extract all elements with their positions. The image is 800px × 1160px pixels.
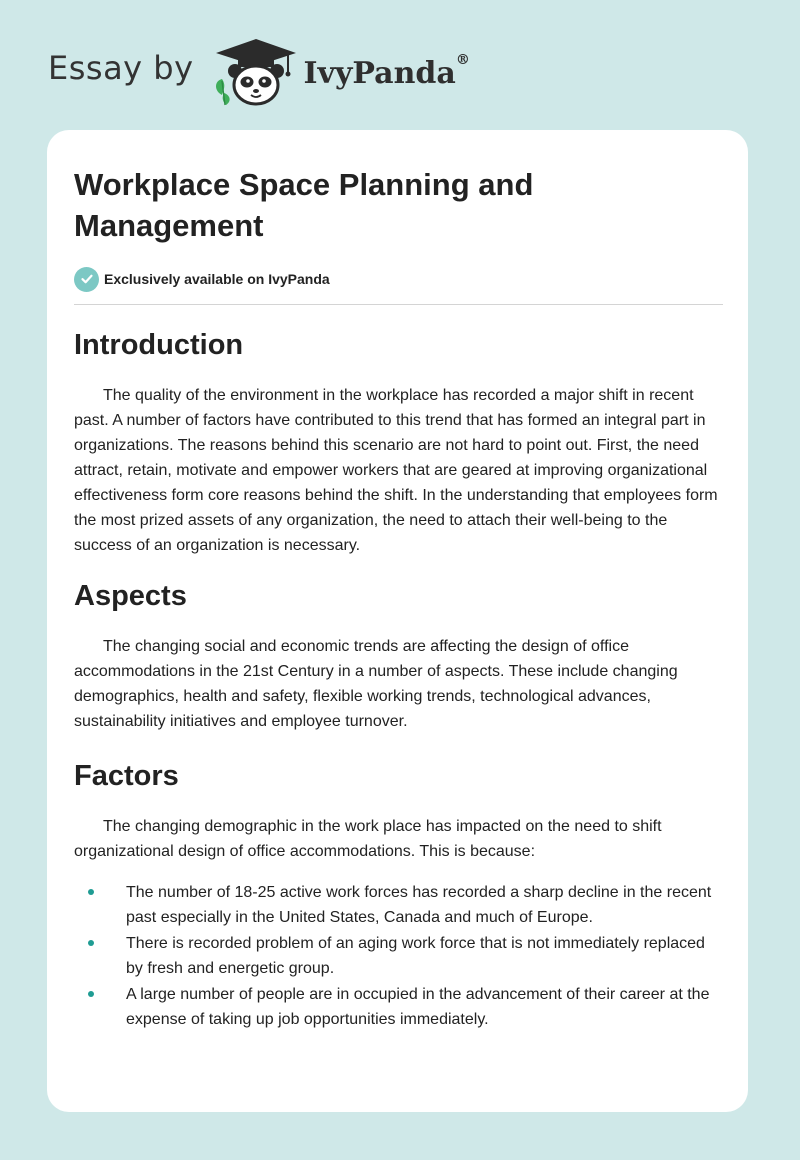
list-item: [74, 931, 724, 981]
list-item-text: A large number of people are in occupied in the advancement of their career at the expense of taking up job opportunities immediately.: [126, 986, 710, 1028]
heading-introduction: Introduction: [74, 329, 244, 361]
list-item: [74, 880, 724, 930]
heading-aspects: Aspects: [74, 580, 187, 612]
list-item: [74, 982, 724, 1032]
exclusive-badge: [74, 266, 724, 292]
essay-by-label: Essay by: [48, 49, 194, 87]
checkmark-icon: [74, 267, 99, 292]
article-card: [47, 130, 748, 1112]
brand-name[interactable]: [303, 51, 470, 91]
list-item-text: The number of 18-25 active work forces has recorded a sharp decline in the recent past especially in the United States, Canada and much of Europe.: [126, 884, 712, 926]
site-header: [48, 36, 470, 106]
article-content: [74, 130, 724, 1033]
title-divider: [74, 304, 723, 305]
registered-mark: ®: [455, 51, 470, 68]
bullet-icon: [88, 991, 94, 997]
list-item-text: There is recorded problem of an aging work force that is not immediately replaced by fresh and energetic group.: [126, 935, 705, 977]
page-title: Workplace Space Planning and Management: [74, 167, 534, 243]
brand-text: IvyPanda: [303, 55, 456, 91]
exclusive-label: Exclusively available on IvyPanda: [104, 271, 330, 287]
paragraph-introduction: The quality of the environment in the workplace has recorded a major shift in recent past. A number of factors have contributed to this trend that has formed an integral part in organizations. The reasons behind this scenario are not hard to point out. First, the need attract, retain, motivate and empower workers that are geared at improving organizational effectiveness form core reasons behind the shift. In the understanding that employees form the most prized assets of any organization, the need to attach their well-being to the success of an organization is necessary.: [74, 387, 718, 554]
paragraph-aspects: The changing social and economic trends are affecting the design of office accommodations in the 21st Century in a number of aspects. These include changing demographics, health and safety, flexible working trends, technological advances, sustainability initiatives and employee turnover.: [74, 638, 678, 730]
factors-list: [74, 880, 724, 1032]
ivypanda-logo-icon[interactable]: [210, 35, 302, 107]
paragraph-factors: The changing demographic in the work place has impacted on the need to shift organizational design of office accommodations. This is because:: [74, 818, 662, 860]
bullet-icon: [88, 889, 94, 895]
heading-factors: Factors: [74, 760, 179, 792]
bullet-icon: [88, 940, 94, 946]
